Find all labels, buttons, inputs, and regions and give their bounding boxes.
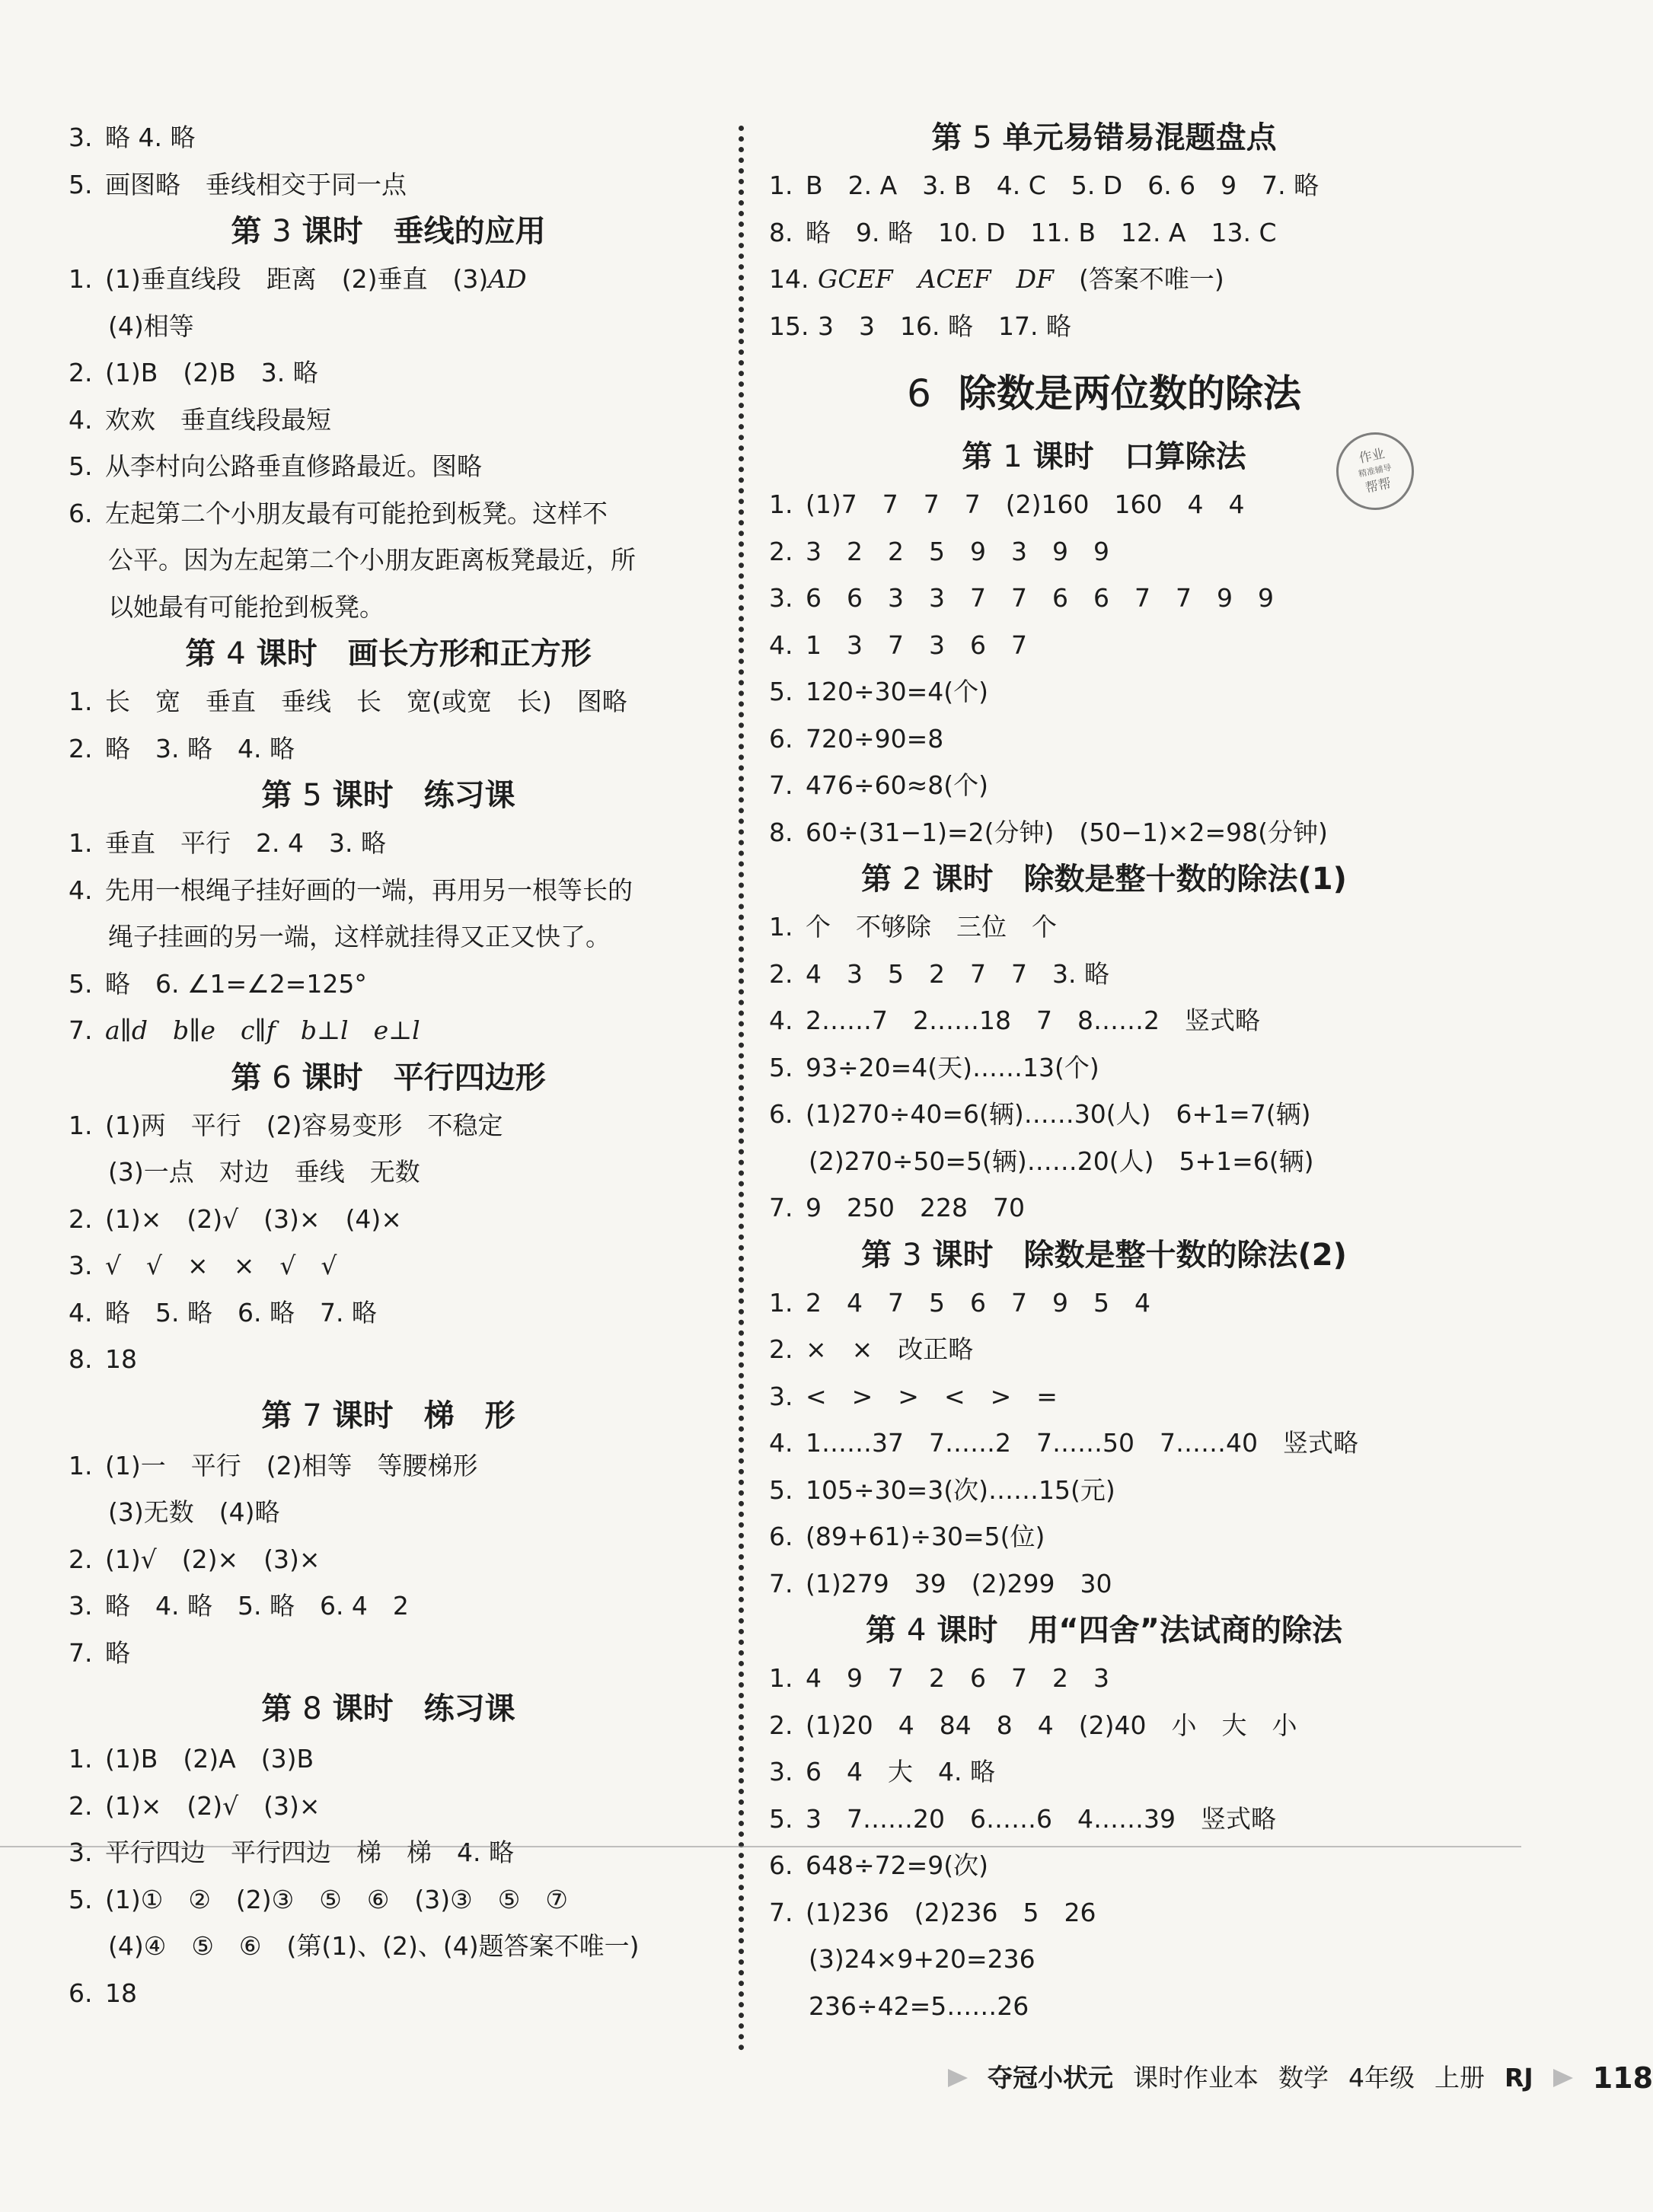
answer-line: 1. (1)一 平行 (2)相等 等腰梯形 bbox=[69, 1450, 478, 1481]
answer-line: 8. 18 bbox=[69, 1344, 137, 1374]
footer-grade: 4年级 bbox=[1348, 2063, 1415, 2092]
answer-line: 4. 欢欢 垂直线段最短 bbox=[69, 404, 331, 435]
answer-line: 6. 左起第二个小朋友最有可能抢到板凳。这样不 bbox=[69, 498, 608, 528]
answer-line: 4. 1……37 7……2 7……50 7……40 竖式略 bbox=[769, 1428, 1358, 1458]
unit-review-heading: 第 5 单元易错易混题盘点 bbox=[931, 120, 1277, 155]
answer-line: 2. (1)× (2)√ (3)× (4)× bbox=[69, 1203, 402, 1234]
answer-line: 2. 略 3. 略 4. 略 bbox=[69, 733, 295, 763]
answer-line: (3)一点 对边 垂线 无数 bbox=[108, 1157, 420, 1187]
answer-line: 1. (1)B (2)A (3)B bbox=[69, 1744, 314, 1774]
column-divider bbox=[739, 126, 744, 2051]
answer-line: 1. 长 宽 垂直 垂线 长 宽(或宽 长) 图略 bbox=[69, 687, 627, 716]
answer-line: 2. 3 2 2 5 9 3 9 9 bbox=[769, 536, 1109, 566]
lesson-heading: 第 4 课时 用“四舍”法试商的除法 bbox=[866, 1613, 1342, 1648]
answer-line: 5. 从李村向公路垂直修路最近。图略 bbox=[69, 451, 482, 481]
answer-line: 以她最有可能抢到板凳。 bbox=[108, 591, 385, 622]
lesson-heading: 第 4 课时 画长方形和正方形 bbox=[185, 636, 592, 671]
lesson-heading: 第 3 课时 除数是整十数的除法(2) bbox=[861, 1237, 1347, 1273]
answer-line: 1. (1)7 7 7 7 (2)160 160 4 4 bbox=[769, 489, 1245, 519]
answer-line: 3. 6 6 3 3 7 7 6 6 7 7 9 9 bbox=[769, 583, 1274, 613]
answer-line: (4)④ ⑤ ⑥ (第(1)、(2)、(4)题答案不唯一) bbox=[108, 1931, 640, 1961]
lesson-heading: 第 3 课时 垂线的应用 bbox=[231, 214, 546, 249]
answer-line: 6. 720÷90=8 bbox=[769, 723, 944, 754]
answer-line: 4. 2……7 2……18 7 8……2 竖式略 bbox=[769, 1006, 1260, 1035]
answer-line: 公平。因为左起第二个小朋友距离板凳最近，所 bbox=[108, 545, 636, 575]
lesson-heading: 第 2 课时 除数是整十数的除法(1) bbox=[861, 862, 1347, 897]
answer-line: 2. (1)20 4 84 8 4 (2)40 小 大 小 bbox=[769, 1710, 1297, 1740]
arrow-icon bbox=[948, 2069, 968, 2087]
answer-line: 1. B 2. A 3. B 4. C 5. D 6. 6 9 7. 略 bbox=[769, 171, 1320, 200]
answer-line: 3. √ √ × × √ √ bbox=[69, 1251, 337, 1280]
unit-title: 6 除数是两位数的除法 bbox=[907, 371, 1301, 416]
answer-line: 4. 1 3 7 3 6 7 bbox=[769, 629, 1027, 660]
homework-stamp: 作业 精准辅导 帮帮 bbox=[1329, 426, 1422, 518]
answer-line: 5. 120÷30=4(个) bbox=[769, 677, 989, 706]
answer-line: 6. 648÷72=9(次) bbox=[769, 1850, 989, 1880]
page-number: 118 bbox=[1592, 2061, 1653, 2095]
arrow-icon bbox=[1553, 2069, 1573, 2087]
answer-line: 1. 4 9 7 2 6 7 2 3 bbox=[769, 1663, 1109, 1693]
answer-line: 3. 平行四边 平行四边 梯 梯 4. 略 bbox=[69, 1837, 514, 1867]
answer-line: 1. 2 4 7 5 6 7 9 5 4 bbox=[769, 1287, 1150, 1318]
answer-line: 15. 3 3 16. 略 17. 略 bbox=[769, 311, 1071, 341]
answer-line: 5. 105÷30=3(次)……15(元) bbox=[769, 1474, 1115, 1505]
footer-edition: RJ bbox=[1505, 2063, 1533, 2092]
answer-line: 2. (1)√ (2)× (3)× bbox=[69, 1544, 321, 1574]
answer-line: 1. 垂直 平行 2. 4 3. 略 bbox=[69, 828, 386, 858]
answer-line: 6. (89+61)÷30=5(位) bbox=[769, 1522, 1045, 1551]
answer-line: 3. 略 4. 略 5. 略 6. 4 2 bbox=[69, 1591, 409, 1621]
answer-line: 2. (1)× (2)√ (3)× bbox=[69, 1790, 321, 1821]
scan-fold-line bbox=[0, 1846, 1521, 1847]
footer-book: 课时作业本 bbox=[1133, 2063, 1259, 2092]
answer-line: 14. GCEF ACEF DF (答案不唯一) bbox=[769, 264, 1224, 294]
answer-line: 7. 9 250 228 70 bbox=[769, 1193, 1025, 1222]
answer-line: (3)24×9+20=236 bbox=[809, 1944, 1036, 1974]
answer-line: 7. a∥d b∥e c∥f b⊥l e⊥l bbox=[69, 1015, 420, 1045]
page-footer bbox=[948, 2055, 1653, 2101]
lesson-heading: 第 6 课时 平行四边形 bbox=[231, 1060, 546, 1095]
answer-line: 7. (1)279 39 (2)299 30 bbox=[769, 1568, 1112, 1598]
answer-line: 3. 6 4 大 4. 略 bbox=[769, 1757, 995, 1786]
answer-line: 236÷42=5……26 bbox=[809, 1990, 1029, 2021]
answer-line: 4. 略 5. 略 6. 略 7. 略 bbox=[69, 1297, 377, 1328]
answer-line: 1. 个 不够除 三位 个 bbox=[769, 912, 1057, 942]
lesson-heading: 第 8 课时 练习课 bbox=[261, 1691, 515, 1726]
answer-line: 2. × × 改正略 bbox=[769, 1334, 974, 1364]
lesson-heading: 第 1 课时 口算除法 bbox=[962, 439, 1246, 474]
answer-line: 7. 476÷60≈8(个) bbox=[769, 770, 989, 800]
answer-line: 1. (1)垂直线段 距离 (2)垂直 (3)AD bbox=[69, 264, 527, 294]
footer-brand: 夺冠小状元 bbox=[988, 2063, 1113, 2092]
answer-line: 3. 略 4. 略 bbox=[69, 123, 196, 152]
answer-line: 5. 略 6. ∠1=∠2=125° bbox=[69, 968, 367, 999]
answer-line: 1. (1)两 平行 (2)容易变形 不稳定 bbox=[69, 1110, 503, 1140]
answer-line: 7. (1)236 (2)236 5 26 bbox=[769, 1897, 1096, 1927]
answer-line: 2. 4 3 5 2 7 7 3. 略 bbox=[769, 958, 1109, 989]
footer-subject: 数学 bbox=[1278, 2063, 1329, 2092]
answer-line: (4)相等 bbox=[108, 311, 194, 341]
answer-line: 8. 略 9. 略 10. D 11. B 12. A 13. C bbox=[769, 217, 1277, 247]
answer-line: 4. 先用一根绳子挂好画的一端，再用另一根等长的 bbox=[69, 875, 633, 905]
answer-line: 2. (1)B (2)B 3. 略 bbox=[69, 358, 318, 387]
answer-line: 5. 画图略 垂线相交于同一点 bbox=[69, 169, 407, 199]
answer-line: 3. < > > < > = bbox=[769, 1381, 1058, 1411]
answer-line: 6. (1)270÷40=6(辆)……30(人) 6+1=7(辆) bbox=[769, 1099, 1311, 1129]
footer-volume: 上册 bbox=[1434, 2063, 1485, 2092]
answer-line: 绳子挂画的另一端，这样就挂得又正又快了。 bbox=[108, 922, 611, 951]
answer-line: 7. 略 bbox=[69, 1637, 130, 1668]
lesson-heading: 第 5 课时 练习课 bbox=[261, 778, 515, 813]
right-column bbox=[769, 114, 1439, 2029]
answer-line: 5. 93÷20=4(天)……13(个) bbox=[769, 1052, 1099, 1082]
answer-line: (3)无数 (4)略 bbox=[108, 1497, 280, 1527]
answer-line: 5. 3 7……20 6……6 4……39 竖式略 bbox=[769, 1803, 1276, 1834]
answer-line: 8. 60÷(31−1)=2(分钟) (50−1)×2=98(分钟) bbox=[769, 817, 1328, 847]
answer-line: 6. 18 bbox=[69, 1978, 137, 2008]
left-column bbox=[69, 114, 708, 2016]
answer-line: 5. (1)① ② (2)③ ⑤ ⑥ (3)③ ⑤ ⑦ bbox=[69, 1884, 568, 1914]
answer-line: (2)270÷50=5(辆)……20(人) 5+1=6(辆) bbox=[809, 1146, 1314, 1176]
lesson-heading: 第 7 课时 梯 形 bbox=[261, 1398, 515, 1433]
